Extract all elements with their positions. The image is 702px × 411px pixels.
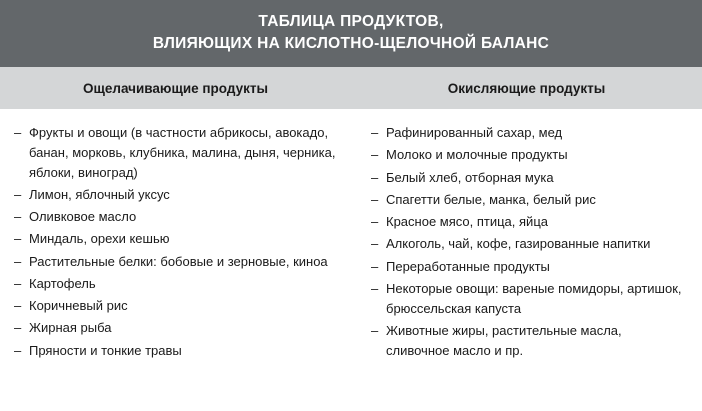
list-bullet-dash: – [14,342,22,358]
list-item [14,318,337,338]
list-item-label: Пряности и тонкие травы [29,342,182,358]
list-item-label: Лимон, яблочный уксус [29,186,170,202]
column-body-alkalizing [0,109,351,411]
table-header-row [0,67,702,109]
list-item-label: Переработанные продукты [386,258,550,274]
list-bullet-dash: – [14,231,22,247]
list-bullet-dash: – [371,125,379,140]
list-item [371,168,688,188]
list-bullet-dash: – [14,253,22,269]
list-bullet-dash: – [371,280,379,296]
list-item [371,279,688,319]
list-item-label: Коричневый рис [29,298,128,313]
list-bullet-dash: – [14,186,22,202]
list-bullet-dash: – [14,209,22,224]
acidifying-food-list [371,123,688,360]
list-item [371,234,688,254]
list-item-label: Красное мясо, птица, яйца [386,214,548,229]
list-item [14,123,337,182]
column-header-acidifying: Окисляющие продукты [447,80,606,96]
list-item [14,207,337,227]
list-item [14,296,337,316]
list-item-label: Растительные белки: бобовые и зерновые, киноа [29,253,328,269]
list-bullet-dash: – [371,322,379,338]
list-item [14,252,337,272]
list-item-label: Молоко и молочные продукты [386,147,568,163]
list-item-label: Животные жиры, растительные масла, сливочное масло и пр. [386,322,622,358]
list-bullet-dash: – [14,275,22,291]
list-item [371,190,688,210]
table-title-line-2: ВЛИЯЮЩИХ НА КИСЛОТНО-ЩЕЛОЧНОЙ БАЛАНС [152,35,550,52]
list-bullet-dash: – [371,169,379,185]
list-item [371,145,688,165]
table-body-row [0,109,702,411]
list-item [14,341,337,361]
column-body-acidifying [351,109,702,411]
list-bullet-dash: – [371,214,379,229]
list-bullet-dash: – [14,298,22,313]
list-bullet-dash: – [14,320,22,336]
list-item-label: Алкоголь, чай, кофе, газированные напитки [386,236,651,252]
list-item-label: Жирная рыба [29,320,112,336]
list-bullet-dash: – [371,258,379,274]
list-item [14,185,337,205]
list-item-label: Картофель [29,275,96,291]
column-header-alkalizing: Ощелачивающие продукты [83,80,268,96]
list-item-label: Спагетти белые, манка, белый рис [386,191,596,207]
list-bullet-dash: – [371,191,379,207]
list-item [371,321,688,361]
list-bullet-dash: – [371,147,379,163]
table-title-band [0,0,702,67]
list-item [371,257,688,277]
table-title-line-1: ТАБЛИЦА ПРОДУКТОВ, [258,13,444,30]
list-item-label: Некоторые овощи: вареные помидоры, артишок, брюссельская капуста [386,280,682,316]
list-item [14,274,337,294]
list-item-label: Миндаль, орехи кешью [29,231,170,247]
list-item-label: Оливковое масло [29,209,137,224]
list-bullet-dash: – [371,236,379,252]
alkalizing-food-list [14,123,337,360]
list-item [14,229,337,249]
list-item-label: Белый хлеб, отборная мука [386,169,554,185]
list-item [371,212,688,232]
list-item-label: Фрукты и овощи (в частности абрикосы, авокадо, банан, морковь, клубника, малина, дыня, черника, яблоки, виноград) [29,125,336,180]
list-bullet-dash: – [14,125,22,140]
list-item [371,123,688,143]
list-item-label: Рафинированный сахар, мед [386,125,563,140]
